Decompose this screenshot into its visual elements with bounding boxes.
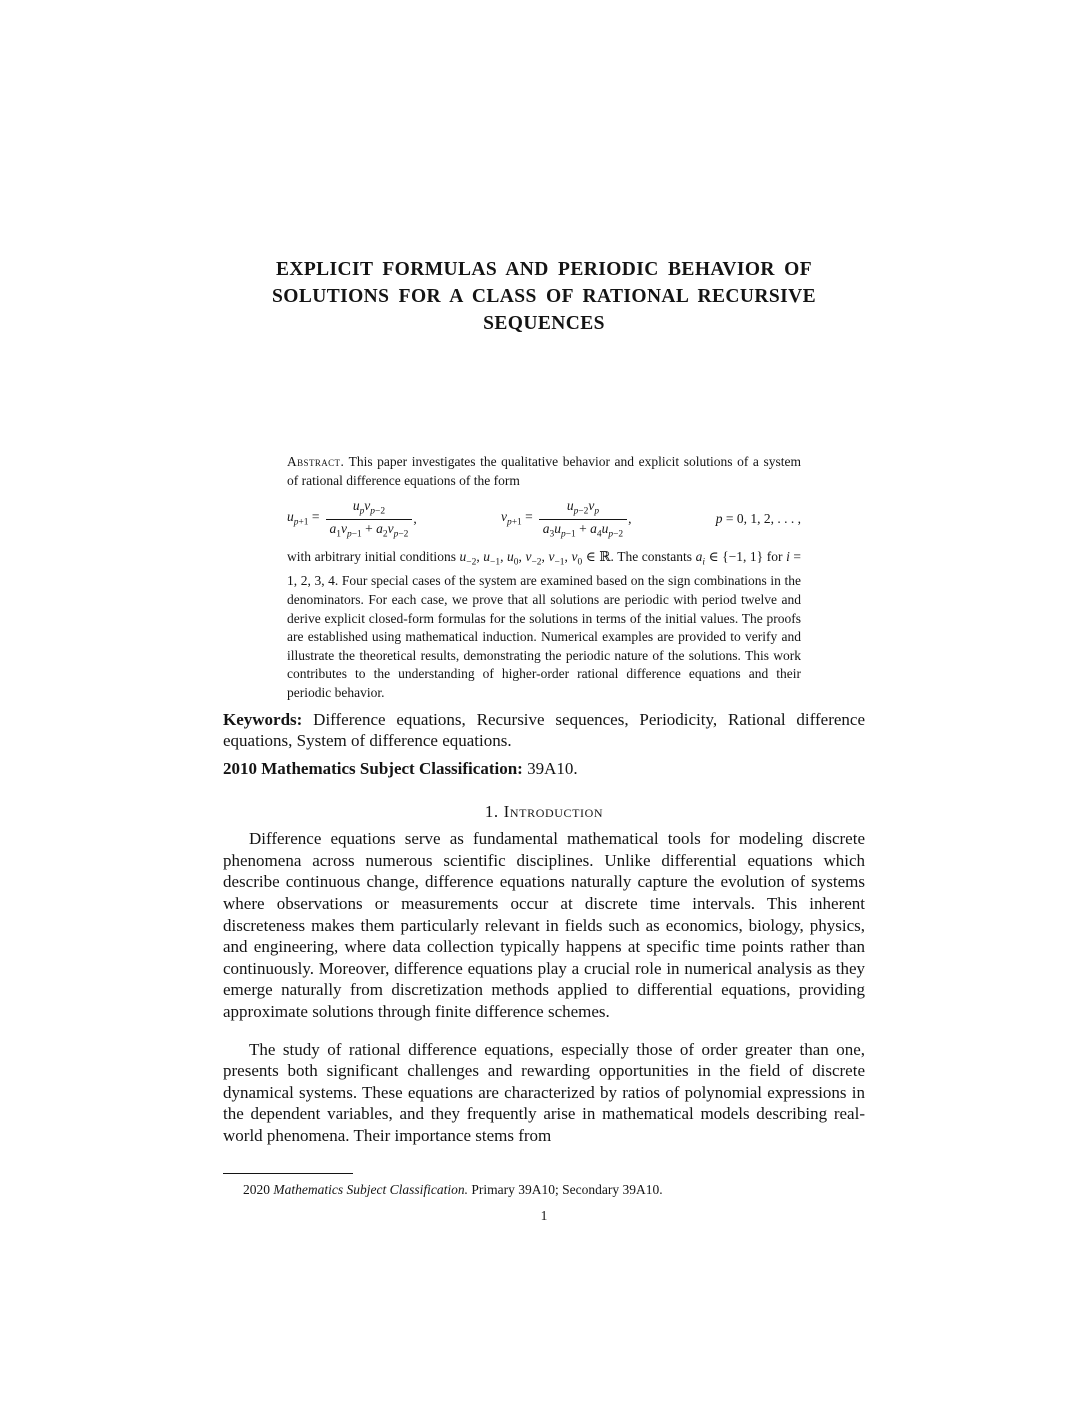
equation-1-lhs: $u_{p+1}$ = bbox=[287, 508, 320, 528]
fraction-denominator: $a_3u_{p-1} + a_4u_{p-2}$ bbox=[539, 519, 627, 541]
footnote-year: 2020 bbox=[243, 1181, 270, 1197]
footnote-text bbox=[223, 1181, 865, 1199]
equation-index-range: p = 0, 1, 2, . . . , bbox=[715, 510, 801, 526]
msc-paragraph bbox=[223, 758, 865, 780]
footnote bbox=[223, 1173, 865, 1199]
equation-2 bbox=[501, 497, 631, 541]
keywords-text: Difference equations, Recursive sequences, Periodicity, Rational difference equations, System of difference equations. bbox=[223, 709, 866, 751]
keywords-paragraph bbox=[223, 709, 865, 752]
abstract bbox=[287, 453, 801, 703]
footnote-msc-codes: Primary 39A10; Secondary 39A10. bbox=[471, 1181, 663, 1197]
section-heading-introduction: 1. Introduction bbox=[484, 802, 604, 822]
fraction-denominator: $a_1v_{p-1} + a_2v_{p-2}$ bbox=[326, 519, 413, 541]
text-block bbox=[223, 256, 865, 1224]
paper-title-line: SEQUENCES bbox=[483, 313, 605, 334]
equation-separator: , bbox=[413, 510, 417, 526]
fraction bbox=[539, 497, 627, 541]
equation-separator: , bbox=[628, 510, 632, 526]
display-equation bbox=[287, 497, 801, 541]
msc-label: 2010 Mathematics Subject Classification: bbox=[223, 758, 523, 778]
page-number: 1 bbox=[540, 1207, 548, 1223]
front-matter bbox=[223, 709, 865, 780]
footnote-msc-title: Mathematics Subject Classification. bbox=[273, 1181, 468, 1197]
paper-title bbox=[223, 256, 865, 337]
abstract-intro-text: This paper investigates the qualitative behavior and explicit solutions of a system of rational difference equations of the form bbox=[287, 454, 801, 488]
intro-paragraph-2: The study of rational difference equations, especially those of order greater than one, presents both significant challenges and rewarding opportunities in the field of discrete dynamical systems. These equations are characterized by ratios of polynomial expressions in the dependent variables, and they frequently arise in mathematical models describing real-world phenomena. Their importance stems from bbox=[223, 1039, 865, 1145]
introduction-section bbox=[223, 828, 865, 1146]
intro-paragraph-1: Difference equations serve as fundamental mathematical tools for modeling discrete phenomena across numerous scientific disciplines. Unlike differential equations which describe continuous change, difference equations naturally capture the evolution of systems where observations or measurements occur at discrete time intervals. This inherent discreteness makes them particularly relevant in fields such as economics, biology, physics, and engineering, where data collection typically happens at specific time points rather than continuously. Moreover, difference equations play a crucial role in numerical analysis as they emerge naturally from discretization methods applied to differential equations, providing approximate solutions through finite difference schemes. bbox=[223, 829, 865, 1022]
paper-title-line: EXPLICIT FORMULAS AND PERIODIC BEHAVIOR OF bbox=[275, 259, 813, 280]
msc-value: 39A10. bbox=[527, 758, 578, 778]
equation-2-lhs: $v_{p+1}$ = bbox=[501, 508, 533, 528]
paper-title-line: SOLUTIONS FOR A CLASS OF RATIONAL RECURSIVE bbox=[272, 286, 816, 307]
keywords-label: Keywords: bbox=[223, 709, 303, 729]
equation-1 bbox=[287, 497, 417, 541]
fraction-numerator: $u_pv_{p-2}$ bbox=[352, 498, 386, 517]
abstract-outro-text: with arbitrary initial conditions $u_{-2}$, $u_{-1}$, $u_0$, $v_{-2}$, $v_{-1}$, $v_0$ ∈ ℝ. The constants $a_i$ ∈ {−1, 1} for i = 1, 2, 3, 4. Four special cases of the system are examined based on the sign combinations in the denominators. For each case, we prove that all solutions are periodic with period twelve and derive explicit closed-form formulas for the solutions in terms of the initial values. The proofs are established using mathematical induction. Numerical examples are provided to verify and illustrate the theoretical results, demonstrating the periodic nature of the solutions. This work contributes to the understanding of higher-order rational difference equations and their periodic behavior. bbox=[287, 549, 802, 700]
fraction-numerator: $u_{p-2}v_p$ bbox=[566, 498, 600, 517]
fraction bbox=[326, 497, 413, 541]
footnote-rule bbox=[223, 1173, 353, 1174]
abstract-label: Abstract. bbox=[287, 454, 345, 469]
